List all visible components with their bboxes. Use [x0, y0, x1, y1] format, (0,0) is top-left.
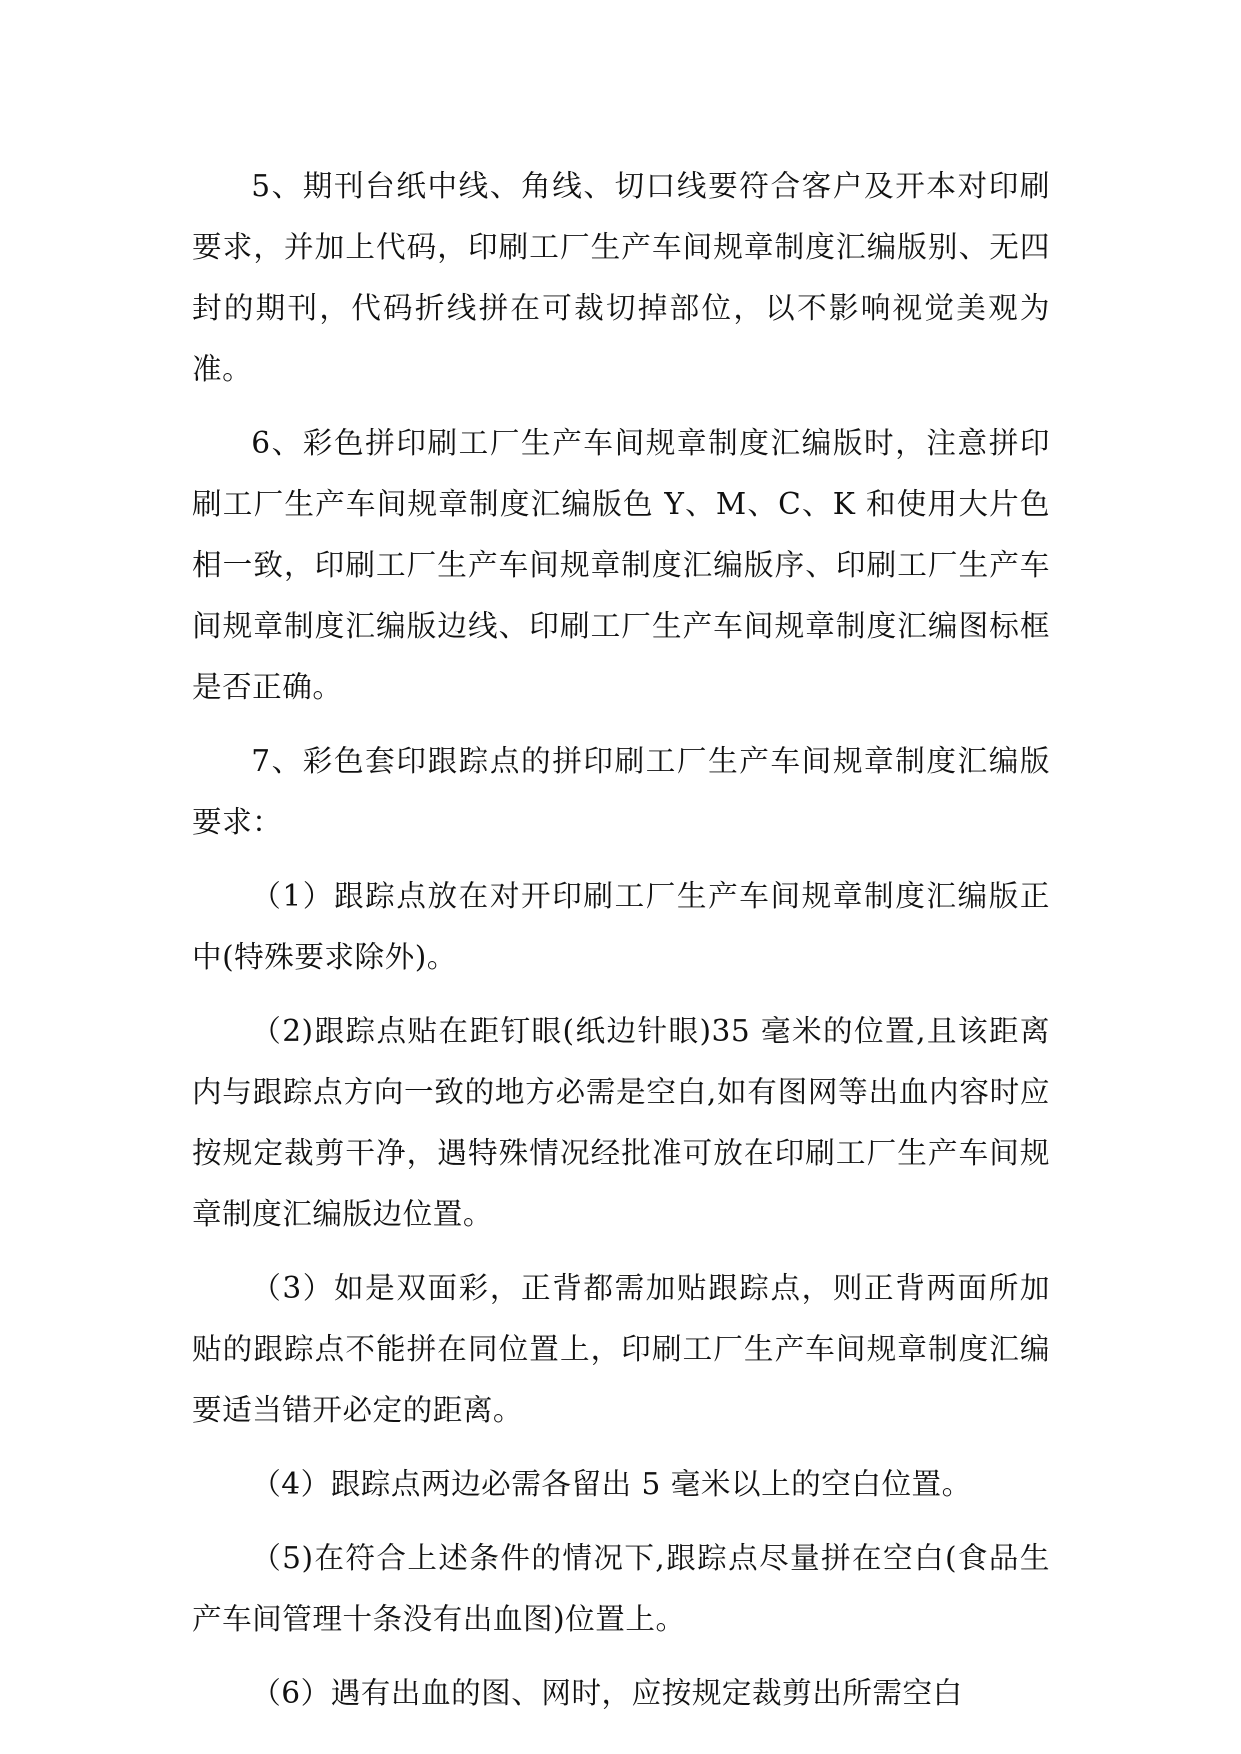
paragraph-item-7: 7、彩色套印跟踪点的拼印刷工厂生产车间规章制度汇编版要求： — [192, 744, 1050, 839]
paragraph-subitem-1: （1）跟踪点放在对开印刷工厂生产车间规章制度汇编版正中(特殊要求除外)。 — [192, 879, 1050, 974]
paragraph-subitem-6: （6）遇有出血的图、网时，应按规定裁剪出所需空白 — [251, 1676, 963, 1710]
paragraph-subitem-5: （5)在符合上述条件的情况下,跟踪点尽量拼在空白(食品生产车间管理十条没有出血图)位置上。 — [192, 1541, 1050, 1636]
paragraph-item-6: 6、彩色拼印刷工厂生产车间规章制度汇编版时，注意拼印刷工厂生产车间规章制度汇编版色 Y、M、C、K 和使用大片色相一致，印刷工厂生产车间规章制度汇编版序、印刷工厂生产车间规章制度汇编版边线、印刷工厂生产车间规章制度汇编图标框是否正确。 — [192, 426, 1050, 704]
document-body — [192, 156, 1050, 1737]
paragraph-item-5: 5、期刊台纸中线、角线、切口线要符合客户及开本对印刷要求，并加上代码，印刷工厂生产车间规章制度汇编版别、无四封的期刊，代码折线拼在可裁切掉部位，以不影响视觉美观为准。 — [192, 169, 1050, 386]
paragraph-subitem-4: （4）跟踪点两边必需各留出 5 毫米以上的空白位置。 — [251, 1467, 972, 1501]
paragraph-subitem-3: （3）如是双面彩，正背都需加贴跟踪点，则正背两面所加贴的跟踪点不能拼在同位置上，印刷工厂生产车间规章制度汇编要适当错开必定的距离。 — [192, 1271, 1050, 1427]
paragraph-subitem-2: （2)跟踪点贴在距钉眼(纸边针眼)35 毫米的位置,且该距离内与跟踪点方向一致的地方必需是空白,如有图网等出血内容时应按规定裁剪干净，遇特殊情况经批准可放在印刷工厂生产车间规章制度汇编版边位置。 — [192, 1014, 1050, 1231]
